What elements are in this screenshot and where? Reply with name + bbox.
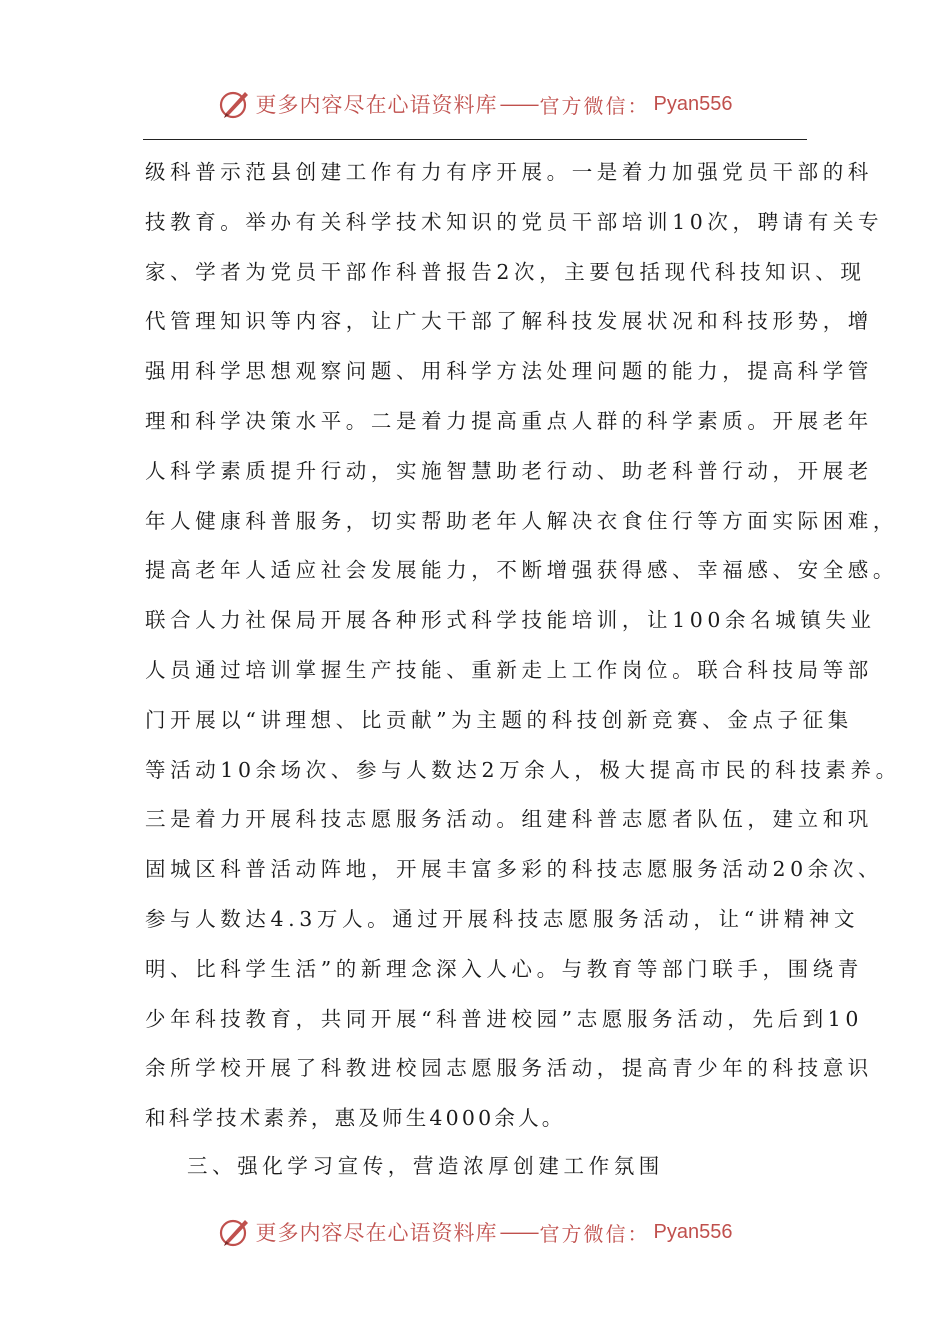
pen-logo-icon — [218, 1215, 252, 1249]
body-line: 代管理知识等内容，让广大干部了解科技发展状况和科技形势，增 — [145, 309, 873, 334]
body-line: 人科学素质提升行动，实施智慧助老行动、助老科普行动，开展老 — [145, 458, 873, 483]
body-line: 技教育。举办有关科学技术知识的党员干部培训10次，聘请有关专 — [145, 209, 884, 234]
body-line: 参与人数达4.3万人。通过开展科技志愿服务活动，让“讲精神文 — [145, 906, 860, 931]
body-line: 人员通过培训掌握生产技能、重新走上工作岗位。联合科技局等部 — [145, 657, 873, 682]
body-line: 和科学技术素养，惠及师生4000余人。 — [145, 1106, 566, 1131]
body-line: 等活动10余场次、参与人数达2万余人，极大提高市民的科技素养。 — [145, 757, 901, 782]
header-wechat-label: 官方微信： — [539, 93, 650, 118]
header-wechat-id: Pyan556 — [653, 92, 733, 115]
body-line: 强用科学思想观察问题、用科学方法处理问题的能力，提高科学管 — [145, 359, 873, 384]
header-dash: —— — [499, 92, 538, 116]
section-heading: 三、强化学习宣传，营造浓厚创建工作氛围 — [187, 1154, 664, 1178]
body-line: 门开展以“讲理想、比贡献”为主题的科技创新竞赛、金点子征集 — [145, 707, 853, 732]
pen-logo-icon — [218, 87, 252, 121]
body-line: 提高老年人适应社会发展能力，不断增强获得感、幸福感、安全感。 — [145, 558, 898, 583]
footer-banner — [0, 1212, 950, 1252]
body-line: 固城区科普活动阵地，开展丰富多彩的科技志愿服务活动20余次、 — [145, 857, 884, 882]
header-banner — [0, 84, 950, 124]
body-line: 年人健康科普服务，切实帮助老年人解决衣食住行等方面实际困难， — [145, 508, 898, 533]
footer-wechat-label: 官方微信： — [539, 1221, 650, 1246]
body-line: 理和科学决策水平。二是着力提高重点人群的科学素质。开展老年 — [145, 408, 873, 433]
header-divider — [143, 139, 807, 140]
footer-dash: —— — [499, 1220, 538, 1244]
footer-wechat-id: Pyan556 — [653, 1220, 733, 1243]
body-line: 家、学者为党员干部作科普报告2次，主要包括现代科技知识、现 — [145, 259, 866, 284]
body-line: 余所学校开展了科教进校园志愿服务活动，提高青少年的科技意识 — [145, 1056, 873, 1081]
body-line: 少年科技教育，共同开展“科普进校园”志愿服务活动，先后到10 — [145, 1006, 864, 1031]
body-line: 级科普示范县创建工作有力有序开展。一是着力加强党员干部的科 — [145, 160, 873, 184]
body-line: 三是着力开展科技志愿服务活动。组建科普志愿者队伍，建立和巩 — [145, 807, 873, 832]
body-paragraph — [145, 148, 901, 1144]
body-line: 明、比科学生活”的新理念深入人心。与教育等部门联手，围绕青 — [145, 956, 863, 981]
header-brand-text: 更多内容尽在心语资料库 — [255, 93, 498, 117]
footer-brand-text: 更多内容尽在心语资料库 — [255, 1221, 498, 1245]
body-line: 联合人力社保局开展各种形式科学技能培训，让100余名城镇失业 — [145, 608, 876, 633]
